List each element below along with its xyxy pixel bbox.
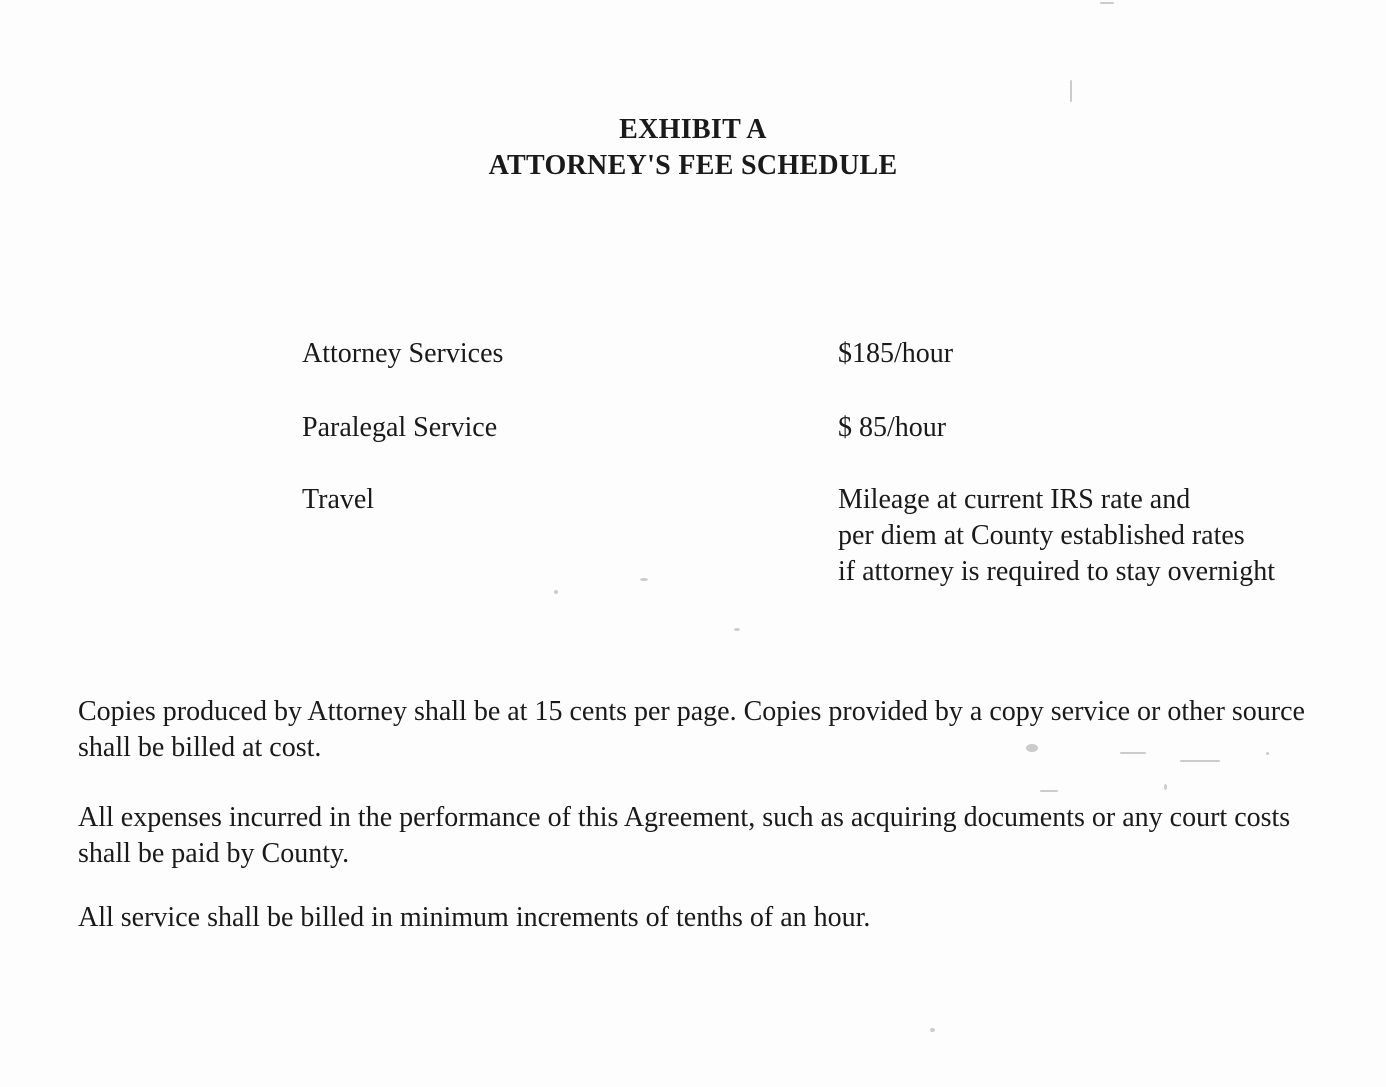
fee-rate-line: if attorney is required to stay overnight	[838, 556, 1275, 587]
note-copies: Copies produced by Attorney shall be at 15 cents per page. Copies provided by a copy service or other source shall be billed at cost.	[78, 696, 1305, 763]
fee-rate	[838, 482, 1275, 590]
scan-speck	[554, 590, 558, 594]
note-expenses: All expenses incurred in the performance of this Agreement, such as acquiring documents or any court costs shall be paid by County.	[78, 802, 1291, 869]
fee-service-label: Attorney Services	[302, 338, 504, 369]
scan-speck	[1120, 752, 1146, 754]
note-billing-increments: All service shall be billed in minimum increments of tenths of an hour.	[78, 902, 871, 933]
schedule-title: ATTORNEY'S FEE SCHEDULE	[488, 150, 898, 181]
fee-service-label: Paralegal Service	[302, 412, 498, 443]
fee-rate-line: Mileage at current IRS rate and	[838, 484, 1191, 515]
scan-speck	[1180, 760, 1220, 762]
scan-speck	[1040, 790, 1058, 792]
exhibit-header	[0, 112, 1386, 184]
fee-rate-line: $ 85/hour	[838, 412, 947, 443]
scan-speck	[734, 628, 740, 631]
scan-speck	[1266, 752, 1269, 755]
fee-service-label: Travel	[302, 484, 375, 515]
scan-speck	[930, 1028, 935, 1032]
exhibit-title: EXHIBIT A	[619, 114, 767, 145]
fee-rate	[838, 336, 953, 372]
fee-rate-line: per diem at County established rates	[838, 520, 1245, 551]
fee-rate	[838, 410, 946, 446]
scan-speck	[1164, 784, 1167, 790]
scan-speck	[1026, 744, 1038, 752]
scan-speck	[1100, 2, 1114, 4]
scan-speck	[640, 578, 648, 581]
scan-speck	[1070, 80, 1072, 102]
fee-rate-line: $185/hour	[838, 338, 954, 369]
